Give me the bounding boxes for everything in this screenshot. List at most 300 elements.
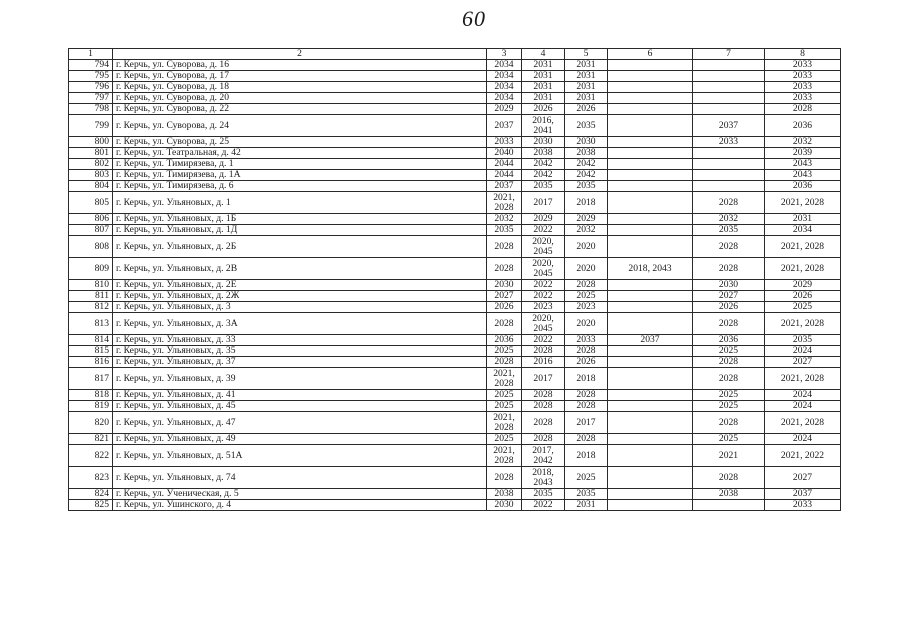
year-cell-5: 2035 <box>565 115 608 137</box>
year-cell-8: 2021, 2028 <box>765 236 841 258</box>
address-cell: г. Керчь, ул. Ульяновых, д. 2Ж <box>113 291 487 302</box>
year-cell-4: 2022 <box>522 500 565 511</box>
table-row <box>69 335 841 346</box>
table-row <box>69 225 841 236</box>
year-cell-5: 2020 <box>565 258 608 280</box>
table-row <box>69 93 841 104</box>
year-cell-7: 2028 <box>693 368 765 390</box>
table-row <box>69 280 841 291</box>
year-cell-8: 2027 <box>765 357 841 368</box>
year-cell-4: 2026 <box>522 104 565 115</box>
table-row <box>69 500 841 511</box>
year-cell-3: 2021, 2028 <box>487 192 522 214</box>
year-cell-8: 2021, 2028 <box>765 412 841 434</box>
year-cell-3: 2034 <box>487 82 522 93</box>
year-cell-3: 2026 <box>487 302 522 313</box>
year-cell-4: 2031 <box>522 82 565 93</box>
year-cell-8: 2026 <box>765 291 841 302</box>
address-cell: г. Керчь, ул. Ученическая, д. 5 <box>113 489 487 500</box>
column-header: 6 <box>608 49 693 60</box>
year-cell-8: 2033 <box>765 60 841 71</box>
table-row <box>69 148 841 159</box>
year-cell-6 <box>608 71 693 82</box>
row-number-cell: 810 <box>69 280 113 291</box>
year-cell-4: 2020, 2045 <box>522 258 565 280</box>
address-cell: г. Керчь, ул. Тимирязева, д. 6 <box>113 181 487 192</box>
year-cell-6 <box>608 434 693 445</box>
year-cell-5: 2028 <box>565 434 608 445</box>
year-cell-7 <box>693 170 765 181</box>
year-cell-7: 2025 <box>693 390 765 401</box>
year-cell-5: 2026 <box>565 357 608 368</box>
year-cell-4: 2028 <box>522 412 565 434</box>
row-number-cell: 808 <box>69 236 113 258</box>
row-number-cell: 797 <box>69 93 113 104</box>
year-cell-3: 2025 <box>487 434 522 445</box>
row-number-cell: 814 <box>69 335 113 346</box>
year-cell-4: 2020, 2045 <box>522 236 565 258</box>
year-cell-8: 2033 <box>765 82 841 93</box>
address-cell: г. Керчь, ул. Ульяновых, д. 2Е <box>113 280 487 291</box>
year-cell-8: 2021, 2022 <box>765 445 841 467</box>
address-cell: г. Керчь, ул. Суворова, д. 16 <box>113 60 487 71</box>
year-cell-6 <box>608 236 693 258</box>
table-row <box>69 445 841 467</box>
year-cell-5: 2017 <box>565 412 608 434</box>
table-row <box>69 137 841 148</box>
housing-register-table <box>68 48 841 511</box>
year-cell-5: 2032 <box>565 225 608 236</box>
year-cell-8: 2024 <box>765 401 841 412</box>
table-row <box>69 489 841 500</box>
year-cell-5: 2031 <box>565 71 608 82</box>
year-cell-7: 2026 <box>693 302 765 313</box>
year-cell-3: 2030 <box>487 500 522 511</box>
year-cell-3: 2044 <box>487 159 522 170</box>
year-cell-6 <box>608 401 693 412</box>
year-cell-7: 2028 <box>693 236 765 258</box>
year-cell-3: 2025 <box>487 390 522 401</box>
year-cell-3: 2025 <box>487 401 522 412</box>
year-cell-6 <box>608 192 693 214</box>
year-cell-6 <box>608 159 693 170</box>
year-cell-5: 2035 <box>565 181 608 192</box>
year-cell-5: 2028 <box>565 346 608 357</box>
row-number-cell: 812 <box>69 302 113 313</box>
year-cell-3: 2027 <box>487 291 522 302</box>
year-cell-5: 2030 <box>565 137 608 148</box>
column-header: 5 <box>565 49 608 60</box>
year-cell-7: 2028 <box>693 412 765 434</box>
address-cell: г. Керчь, ул. Ульяновых, д. 35 <box>113 346 487 357</box>
year-cell-6 <box>608 115 693 137</box>
year-cell-8: 2037 <box>765 489 841 500</box>
year-cell-6 <box>608 60 693 71</box>
year-cell-7: 2028 <box>693 467 765 489</box>
year-cell-8: 2024 <box>765 390 841 401</box>
year-cell-8: 2036 <box>765 115 841 137</box>
year-cell-8: 2028 <box>765 104 841 115</box>
year-cell-4: 2022 <box>522 280 565 291</box>
year-cell-8: 2032 <box>765 137 841 148</box>
year-cell-7: 2037 <box>693 115 765 137</box>
column-header: 4 <box>522 49 565 60</box>
address-cell: г. Керчь, ул. Тимирязева, д. 1А <box>113 170 487 181</box>
address-cell: г. Керчь, ул. Ульяновых, д. 3А <box>113 313 487 335</box>
year-cell-7: 2028 <box>693 313 765 335</box>
year-cell-6 <box>608 82 693 93</box>
year-cell-4: 2020, 2045 <box>522 313 565 335</box>
table-row <box>69 181 841 192</box>
year-cell-8: 2021, 2028 <box>765 192 841 214</box>
year-cell-7: 2033 <box>693 137 765 148</box>
row-number-cell: 818 <box>69 390 113 401</box>
year-cell-7: 2025 <box>693 346 765 357</box>
address-cell: г. Керчь, ул. Ульяновых, д. 1Б <box>113 214 487 225</box>
year-cell-4: 2031 <box>522 60 565 71</box>
table-row <box>69 401 841 412</box>
year-cell-6 <box>608 346 693 357</box>
year-cell-7: 2021 <box>693 445 765 467</box>
row-number-cell: 805 <box>69 192 113 214</box>
table-row <box>69 115 841 137</box>
year-cell-8: 2036 <box>765 181 841 192</box>
table-body <box>69 60 841 511</box>
row-number-cell: 803 <box>69 170 113 181</box>
row-number-cell: 806 <box>69 214 113 225</box>
year-cell-6 <box>608 313 693 335</box>
year-cell-4: 2016, 2041 <box>522 115 565 137</box>
year-cell-6 <box>608 302 693 313</box>
address-cell: г. Керчь, ул. Ульяновых, д. 3 <box>113 302 487 313</box>
row-number-cell: 823 <box>69 467 113 489</box>
year-cell-5: 2042 <box>565 170 608 181</box>
year-cell-5: 2020 <box>565 313 608 335</box>
year-cell-3: 2033 <box>487 137 522 148</box>
year-cell-3: 2034 <box>487 60 522 71</box>
year-cell-7: 2025 <box>693 401 765 412</box>
year-cell-4: 2028 <box>522 346 565 357</box>
year-cell-5: 2028 <box>565 390 608 401</box>
table-row <box>69 412 841 434</box>
year-cell-3: 2028 <box>487 258 522 280</box>
year-cell-6 <box>608 489 693 500</box>
year-cell-7: 2028 <box>693 258 765 280</box>
table-row <box>69 104 841 115</box>
year-cell-7: 2027 <box>693 291 765 302</box>
table-row <box>69 291 841 302</box>
table-row <box>69 192 841 214</box>
address-cell: г. Керчь, ул. Ульяновых, д. 2В <box>113 258 487 280</box>
row-number-cell: 819 <box>69 401 113 412</box>
column-header: 3 <box>487 49 522 60</box>
year-cell-5: 2018 <box>565 445 608 467</box>
address-cell: г. Керчь, ул. Суворова, д. 17 <box>113 71 487 82</box>
row-number-cell: 795 <box>69 71 113 82</box>
column-header: 2 <box>113 49 487 60</box>
year-cell-7: 2028 <box>693 192 765 214</box>
year-cell-3: 2036 <box>487 335 522 346</box>
year-cell-3: 2028 <box>487 467 522 489</box>
address-cell: г. Керчь, ул. Суворова, д. 22 <box>113 104 487 115</box>
year-cell-7 <box>693 104 765 115</box>
year-cell-3: 2028 <box>487 236 522 258</box>
table-row <box>69 390 841 401</box>
year-cell-7 <box>693 148 765 159</box>
year-cell-4: 2028 <box>522 390 565 401</box>
year-cell-4: 2031 <box>522 93 565 104</box>
row-number-cell: 798 <box>69 104 113 115</box>
year-cell-6 <box>608 181 693 192</box>
year-cell-3: 2034 <box>487 93 522 104</box>
year-cell-7 <box>693 60 765 71</box>
table-row <box>69 346 841 357</box>
year-cell-4: 2018, 2043 <box>522 467 565 489</box>
year-cell-8: 2033 <box>765 93 841 104</box>
year-cell-3: 2040 <box>487 148 522 159</box>
column-header: 1 <box>69 49 113 60</box>
year-cell-5: 2018 <box>565 192 608 214</box>
year-cell-8: 2043 <box>765 170 841 181</box>
year-cell-5: 2028 <box>565 280 608 291</box>
year-cell-3: 2028 <box>487 313 522 335</box>
year-cell-6: 2018, 2043 <box>608 258 693 280</box>
year-cell-8: 2029 <box>765 280 841 291</box>
year-cell-8: 2043 <box>765 159 841 170</box>
year-cell-6 <box>608 357 693 368</box>
year-cell-6 <box>608 368 693 390</box>
year-cell-4: 2035 <box>522 489 565 500</box>
table-row <box>69 313 841 335</box>
address-cell: г. Керчь, ул. Ульяновых, д. 47 <box>113 412 487 434</box>
year-cell-8: 2034 <box>765 225 841 236</box>
row-number-cell: 794 <box>69 60 113 71</box>
year-cell-4: 2017, 2042 <box>522 445 565 467</box>
year-cell-4: 2017 <box>522 368 565 390</box>
year-cell-4: 2029 <box>522 214 565 225</box>
year-cell-5: 2033 <box>565 335 608 346</box>
year-cell-3: 2025 <box>487 346 522 357</box>
year-cell-6 <box>608 137 693 148</box>
year-cell-3: 2032 <box>487 214 522 225</box>
year-cell-6: 2037 <box>608 335 693 346</box>
header-row <box>69 49 841 60</box>
year-cell-7 <box>693 500 765 511</box>
row-number-cell: 809 <box>69 258 113 280</box>
row-number-cell: 801 <box>69 148 113 159</box>
table-row <box>69 368 841 390</box>
row-number-cell: 825 <box>69 500 113 511</box>
year-cell-7: 2028 <box>693 357 765 368</box>
year-cell-5: 2026 <box>565 104 608 115</box>
year-cell-7: 2038 <box>693 489 765 500</box>
year-cell-3: 2035 <box>487 225 522 236</box>
year-cell-7 <box>693 181 765 192</box>
row-number-cell: 822 <box>69 445 113 467</box>
table-row <box>69 236 841 258</box>
year-cell-7: 2036 <box>693 335 765 346</box>
address-cell: г. Керчь, ул. Суворова, д. 20 <box>113 93 487 104</box>
table-row <box>69 60 841 71</box>
row-number-cell: 796 <box>69 82 113 93</box>
year-cell-6 <box>608 445 693 467</box>
address-cell: г. Керчь, ул. Ульяновых, д. 39 <box>113 368 487 390</box>
address-cell: г. Керчь, ул. Ульяновых, д. 1Д <box>113 225 487 236</box>
year-cell-4: 2028 <box>522 434 565 445</box>
year-cell-3: 2030 <box>487 280 522 291</box>
table-row <box>69 357 841 368</box>
year-cell-5: 2031 <box>565 82 608 93</box>
year-cell-5: 2025 <box>565 467 608 489</box>
row-number-cell: 820 <box>69 412 113 434</box>
year-cell-7 <box>693 82 765 93</box>
year-cell-4: 2017 <box>522 192 565 214</box>
column-header: 8 <box>765 49 841 60</box>
row-number-cell: 807 <box>69 225 113 236</box>
row-number-cell: 804 <box>69 181 113 192</box>
year-cell-6 <box>608 225 693 236</box>
year-cell-6 <box>608 148 693 159</box>
address-cell: г. Керчь, ул. Ульяновых, д. 49 <box>113 434 487 445</box>
year-cell-4: 2042 <box>522 170 565 181</box>
row-number-cell: 815 <box>69 346 113 357</box>
year-cell-7 <box>693 71 765 82</box>
address-cell: г. Керчь, ул. Ульяновых, д. 2Б <box>113 236 487 258</box>
year-cell-5: 2031 <box>565 93 608 104</box>
page-number: 60 <box>462 6 486 31</box>
year-cell-4: 2035 <box>522 181 565 192</box>
year-cell-7 <box>693 93 765 104</box>
year-cell-4: 2042 <box>522 159 565 170</box>
table-row <box>69 302 841 313</box>
table-row <box>69 159 841 170</box>
year-cell-3: 2044 <box>487 170 522 181</box>
address-cell: г. Керчь, ул. Ульяновых, д. 51А <box>113 445 487 467</box>
year-cell-5: 2038 <box>565 148 608 159</box>
year-cell-8: 2035 <box>765 335 841 346</box>
year-cell-8: 2033 <box>765 500 841 511</box>
year-cell-6 <box>608 93 693 104</box>
table-row <box>69 258 841 280</box>
table-row <box>69 467 841 489</box>
year-cell-7: 2032 <box>693 214 765 225</box>
address-cell: г. Керчь, ул. Ульяновых, д. 41 <box>113 390 487 401</box>
address-cell: г. Керчь, ул. Суворова, д. 24 <box>113 115 487 137</box>
year-cell-5: 2025 <box>565 291 608 302</box>
year-cell-4: 2022 <box>522 335 565 346</box>
year-cell-4: 2028 <box>522 401 565 412</box>
year-cell-3: 2038 <box>487 489 522 500</box>
year-cell-3: 2028 <box>487 357 522 368</box>
year-cell-5: 2029 <box>565 214 608 225</box>
year-cell-6 <box>608 280 693 291</box>
address-cell: г. Керчь, ул. Ульяновых, д. 45 <box>113 401 487 412</box>
year-cell-4: 2016 <box>522 357 565 368</box>
row-number-cell: 821 <box>69 434 113 445</box>
year-cell-4: 2031 <box>522 71 565 82</box>
table-row <box>69 434 841 445</box>
year-cell-3: 2034 <box>487 71 522 82</box>
row-number-cell: 816 <box>69 357 113 368</box>
year-cell-3: 2037 <box>487 115 522 137</box>
table-row <box>69 170 841 181</box>
year-cell-8: 2025 <box>765 302 841 313</box>
address-cell: г. Керчь, ул. Театральная, д. 42 <box>113 148 487 159</box>
address-cell: г. Керчь, ул. Ульяновых, д. 1 <box>113 192 487 214</box>
year-cell-4: 2022 <box>522 291 565 302</box>
year-cell-5: 2031 <box>565 60 608 71</box>
year-cell-3: 2037 <box>487 181 522 192</box>
year-cell-7 <box>693 159 765 170</box>
year-cell-6 <box>608 467 693 489</box>
year-cell-5: 2035 <box>565 489 608 500</box>
row-number-cell: 802 <box>69 159 113 170</box>
year-cell-8: 2027 <box>765 467 841 489</box>
year-cell-8: 2033 <box>765 71 841 82</box>
year-cell-8: 2031 <box>765 214 841 225</box>
year-cell-4: 2038 <box>522 148 565 159</box>
table-row <box>69 214 841 225</box>
year-cell-3: 2029 <box>487 104 522 115</box>
year-cell-6 <box>608 214 693 225</box>
year-cell-8: 2024 <box>765 346 841 357</box>
year-cell-8: 2039 <box>765 148 841 159</box>
address-cell: г. Керчь, ул. Ульяновых, д. 33 <box>113 335 487 346</box>
year-cell-6 <box>608 500 693 511</box>
year-cell-7: 2025 <box>693 434 765 445</box>
row-number-cell: 811 <box>69 291 113 302</box>
address-cell: г. Керчь, ул. Ульяновых, д. 37 <box>113 357 487 368</box>
row-number-cell: 817 <box>69 368 113 390</box>
year-cell-5: 2018 <box>565 368 608 390</box>
table-row <box>69 71 841 82</box>
address-cell: г. Керчь, ул. Ульяновых, д. 74 <box>113 467 487 489</box>
table-row <box>69 82 841 93</box>
year-cell-5: 2020 <box>565 236 608 258</box>
column-header: 7 <box>693 49 765 60</box>
year-cell-8: 2024 <box>765 434 841 445</box>
year-cell-8: 2021, 2028 <box>765 313 841 335</box>
address-cell: г. Керчь, ул. Ушинского, д. 4 <box>113 500 487 511</box>
year-cell-3: 2021, 2028 <box>487 412 522 434</box>
year-cell-6 <box>608 170 693 181</box>
year-cell-5: 2023 <box>565 302 608 313</box>
row-number-cell: 799 <box>69 115 113 137</box>
year-cell-7: 2035 <box>693 225 765 236</box>
year-cell-4: 2022 <box>522 225 565 236</box>
year-cell-5: 2031 <box>565 500 608 511</box>
year-cell-6 <box>608 390 693 401</box>
year-cell-8: 2021, 2028 <box>765 258 841 280</box>
address-cell: г. Керчь, ул. Суворова, д. 18 <box>113 82 487 93</box>
year-cell-4: 2023 <box>522 302 565 313</box>
row-number-cell: 813 <box>69 313 113 335</box>
year-cell-4: 2030 <box>522 137 565 148</box>
row-number-cell: 800 <box>69 137 113 148</box>
year-cell-3: 2021, 2028 <box>487 445 522 467</box>
address-cell: г. Керчь, ул. Тимирязева, д. 1 <box>113 159 487 170</box>
address-cell: г. Керчь, ул. Суворова, д. 25 <box>113 137 487 148</box>
year-cell-5: 2042 <box>565 159 608 170</box>
year-cell-6 <box>608 412 693 434</box>
year-cell-6 <box>608 291 693 302</box>
year-cell-5: 2028 <box>565 401 608 412</box>
row-number-cell: 824 <box>69 489 113 500</box>
year-cell-3: 2021, 2028 <box>487 368 522 390</box>
year-cell-7: 2030 <box>693 280 765 291</box>
year-cell-8: 2021, 2028 <box>765 368 841 390</box>
year-cell-6 <box>608 104 693 115</box>
